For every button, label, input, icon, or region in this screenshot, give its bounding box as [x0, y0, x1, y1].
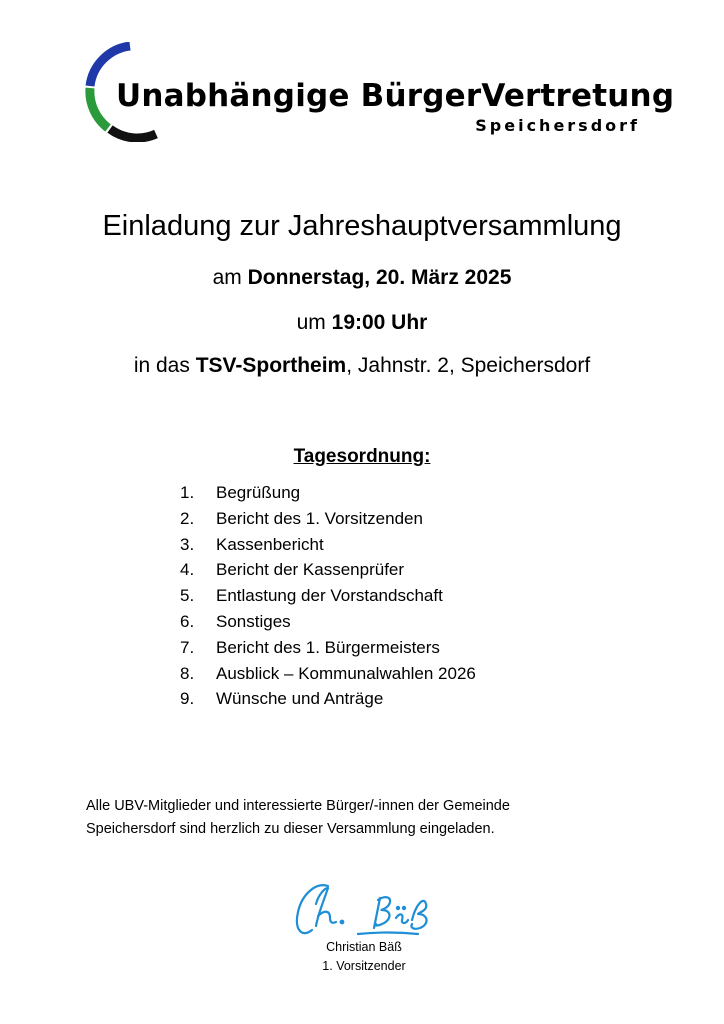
agenda-item: 6. Sonstiges	[180, 611, 291, 631]
agenda-item: 1. Begrüßung	[180, 483, 301, 502]
meeting-venue: TSV-Sportheim	[195, 354, 347, 377]
agenda-item: 8. Ausblick – Kommunalwahlen 2026	[180, 663, 476, 683]
agenda-item: 4. Bericht der Kassenprüfer	[180, 560, 405, 580]
agenda-item: 7. Bericht des 1. Bürgermeisters	[180, 637, 440, 657]
agenda-list	[180, 483, 476, 715]
meeting-venue-line: in das TSV-Sportheim, Jahnstr. 2, Speichersdorf	[133, 354, 591, 377]
agenda-item: 2. Bericht des 1. Vorsitzenden	[180, 508, 423, 528]
meeting-time-line: um 19:00 Uhr	[296, 311, 428, 334]
signer-role: 1. Vorsitzender	[322, 959, 406, 973]
meeting-date: Donnerstag, 20. März 2025	[247, 266, 512, 289]
ubv-logo	[82, 42, 675, 142]
meeting-date-line: am Donnerstag, 20. März 2025	[212, 266, 512, 289]
handwritten-signature	[288, 874, 438, 944]
agenda-item: 3. Kassenbericht	[180, 534, 324, 554]
logo-place: Speichersdorf	[475, 116, 640, 135]
logo-name: Unabhängige BürgerVertretung	[116, 78, 675, 114]
invitation-text: Alle UBV-Mitglieder und interessierte Bürger/-innen der Gemeinde Speichersdorf sind herzlich zu dieser Versammlung eingeladen.	[86, 798, 510, 837]
agenda-title: Tagesordnung:	[293, 446, 431, 467]
agenda-item: 9. Wünsche und Anträge	[180, 689, 384, 709]
signer-name: Christian Bäß	[326, 940, 402, 954]
agenda-item: 5. Entlastung der Vorstandschaft	[180, 586, 443, 606]
meeting-time: 19:00 Uhr	[331, 311, 428, 334]
page-title: Einladung zur Jahreshauptversammlung	[102, 210, 622, 242]
